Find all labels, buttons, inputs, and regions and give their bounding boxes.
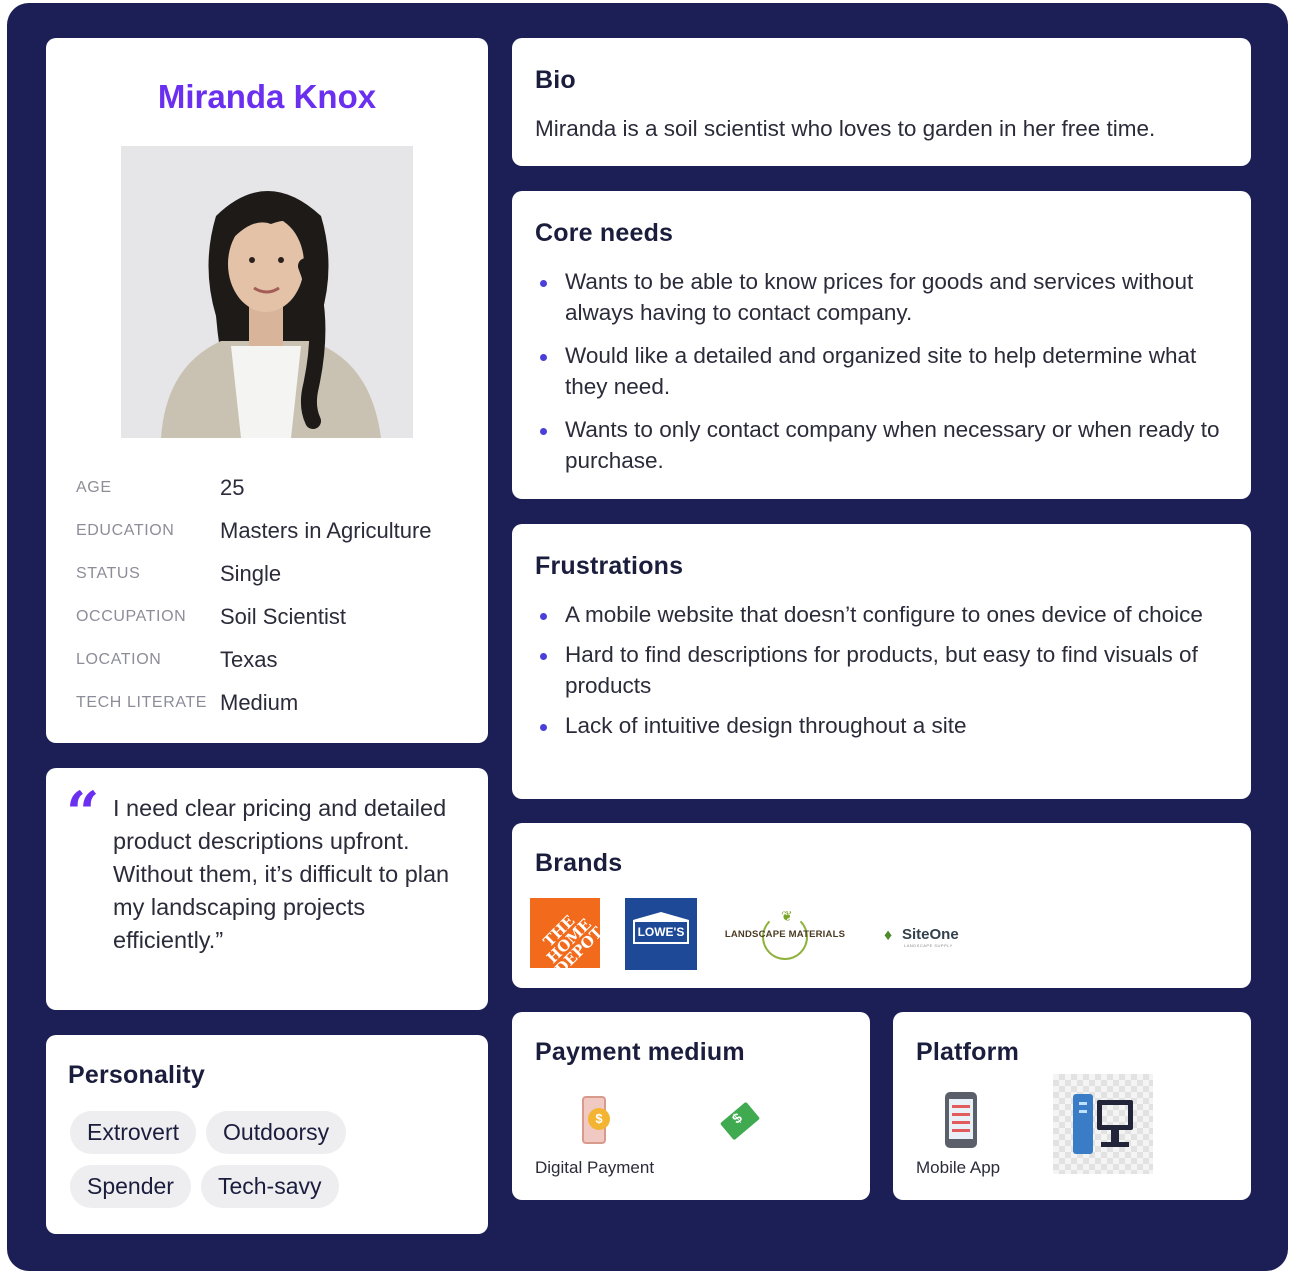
fact-tech-literate [76, 681, 476, 724]
brands-card [512, 823, 1251, 988]
fact-value: Single [220, 560, 282, 586]
personality-tag: Extrovert [70, 1111, 196, 1154]
cash-icon: $ [717, 1098, 765, 1146]
fact-label: STATUS [76, 564, 141, 582]
profile-card [46, 38, 488, 743]
section-title: Platform [916, 1038, 1020, 1066]
desktop-computer-icon [1053, 1074, 1153, 1174]
personality-tag: Spender [70, 1165, 191, 1208]
personality-tags [70, 1111, 470, 1219]
list-item: Hard to find descriptions for products, but easy to find visuals of products [540, 639, 1230, 701]
fact-value: Masters in Agriculture [220, 517, 432, 543]
mobile-phone-icon [945, 1092, 977, 1148]
quote-mark-icon: “ [66, 779, 100, 847]
personality-card [46, 1035, 488, 1234]
facts-list [76, 466, 476, 724]
fact-occupation [76, 595, 476, 638]
avatar [121, 146, 413, 438]
leaf-icon: ♦ [884, 927, 893, 944]
payment-label: Digital Payment [535, 1158, 655, 1177]
phone-payment-icon: $ [578, 1094, 620, 1146]
fact-value: Medium [220, 689, 299, 715]
quote-card [46, 768, 488, 1010]
fact-location [76, 638, 476, 681]
frustrations-card [512, 524, 1251, 799]
section-title: Personality [68, 1061, 205, 1089]
siteone-logo: ♦ SiteOne LANDSCAPE SUPPLY [884, 926, 959, 948]
fact-age [76, 466, 476, 509]
list-item: Wants to only contact company when necessary or when ready to purchase. [540, 414, 1230, 476]
bio-card [512, 38, 1251, 166]
fact-value: Texas [220, 646, 278, 672]
fact-education [76, 509, 476, 552]
section-title: Bio [535, 66, 576, 94]
fact-label: TECH LITERATE [76, 693, 208, 711]
platform-label: Mobile App [916, 1158, 1001, 1177]
fact-value: 25 [220, 474, 245, 500]
payment-card [512, 1012, 870, 1200]
home-depot-logo: THE HOME DEPOT [530, 898, 600, 968]
fact-status [76, 552, 476, 595]
list-item: Wants to be able to know prices for goods and services without always having to contact company. [540, 266, 1230, 328]
bio-text: Miranda is a soil scientist who loves to garden in her free time. [535, 116, 1156, 141]
quote-text: I need clear pricing and detailed product descriptions upfront. Without them, it’s difficult to plan my landscaping projects efficiently.” [113, 795, 450, 953]
persona-name: Miranda Knox [157, 78, 377, 115]
fact-label: OCCUPATION [76, 607, 187, 625]
fact-label: LOCATION [76, 650, 162, 668]
section-title: Frustrations [535, 552, 684, 580]
section-title: Core needs [535, 219, 674, 247]
frustrations-list [540, 599, 1230, 750]
personality-tag: Tech-savy [201, 1165, 339, 1208]
platform-card [893, 1012, 1251, 1200]
section-title: Brands [535, 849, 623, 877]
list-item: A mobile website that doesn’t configure to ones device of choice [540, 599, 1230, 630]
sprout-icon: ❦ [781, 908, 793, 924]
personality-tag: Outdoorsy [206, 1111, 346, 1154]
list-item: Lack of intuitive design throughout a site [540, 710, 1230, 741]
landscape-materials-logo: ❦ LANDSCAPE MATERIALS [724, 908, 846, 960]
fact-label: EDUCATION [76, 521, 175, 539]
lowes-logo: LOWE'S [625, 898, 697, 970]
core-needs-list [540, 266, 1230, 488]
section-title: Payment medium [535, 1038, 745, 1066]
fact-value: Soil Scientist [220, 603, 346, 629]
list-item: Would like a detailed and organized site to help determine what they need. [540, 340, 1230, 402]
core-needs-card [512, 191, 1251, 499]
fact-label: AGE [76, 478, 112, 496]
